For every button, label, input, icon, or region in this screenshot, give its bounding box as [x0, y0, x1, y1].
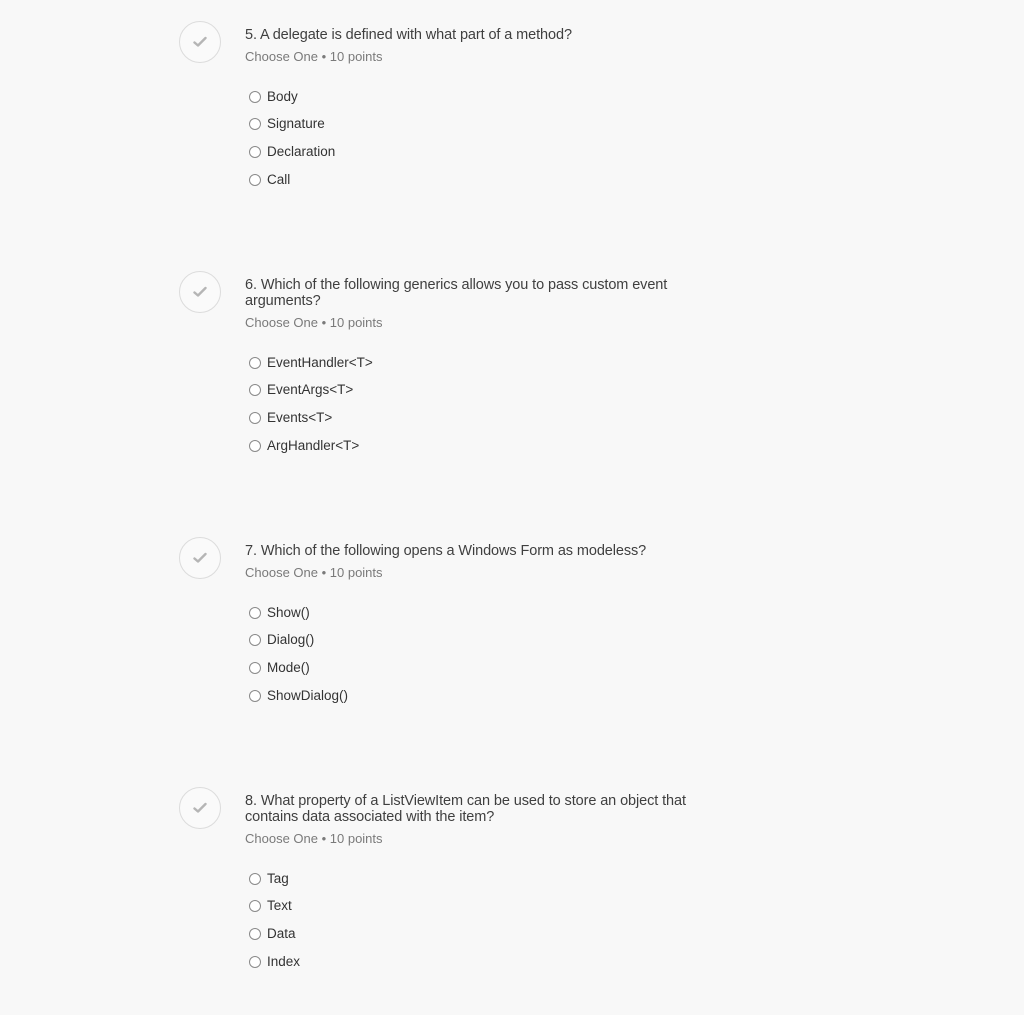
answer-option-label: Text: [267, 898, 292, 914]
radio-button[interactable]: [249, 118, 261, 130]
answer-option-label: Body: [267, 88, 298, 104]
answer-option-label: ArgHandler<T>: [267, 437, 360, 453]
answer-option-label: Declaration: [267, 143, 336, 159]
question-body: [245, 277, 735, 459]
check-icon: [193, 552, 207, 564]
answer-option[interactable]: [249, 83, 735, 111]
answer-option[interactable]: [249, 166, 735, 194]
answer-option[interactable]: [249, 865, 735, 893]
question-title: 5. A delegate is defined with what part of a method?: [245, 27, 572, 43]
answer-option-label: Tag: [267, 870, 289, 886]
answer-option[interactable]: [249, 138, 735, 166]
answer-option-label: Data: [267, 925, 296, 941]
answer-option-label: Index: [267, 953, 301, 969]
answer-option-label: Call: [267, 171, 291, 187]
answer-option[interactable]: [249, 599, 735, 627]
radio-button[interactable]: [249, 928, 261, 940]
radio-button[interactable]: [249, 91, 261, 103]
question-body: [245, 793, 735, 975]
answer-options: [249, 865, 735, 975]
answer-option-label: Signature: [267, 116, 325, 132]
answer-option-label: EventArgs<T>: [267, 382, 354, 398]
answer-option-label: Dialog(): [267, 632, 315, 648]
radio-button[interactable]: [249, 357, 261, 369]
question-meta: Choose One • 10 points: [245, 49, 383, 64]
radio-button[interactable]: [249, 873, 261, 885]
radio-button[interactable]: [249, 956, 261, 968]
question-title: 8. What property of a ListViewItem can be used to store an object that contains data associated with the item?: [245, 793, 686, 825]
question-meta: Choose One • 10 points: [245, 315, 383, 330]
radio-button[interactable]: [249, 900, 261, 912]
answer-options: [249, 349, 735, 459]
radio-button[interactable]: [249, 146, 261, 158]
answer-option[interactable]: [249, 948, 735, 976]
radio-button[interactable]: [249, 690, 261, 702]
check-icon: [193, 36, 207, 48]
answer-option[interactable]: [249, 377, 735, 405]
question-meta: Choose One • 10 points: [245, 565, 383, 580]
question-status-indicator: [179, 787, 221, 829]
radio-button[interactable]: [249, 174, 261, 186]
radio-button[interactable]: [249, 440, 261, 452]
answer-option[interactable]: [249, 682, 735, 710]
answer-options: [249, 599, 735, 709]
check-icon: [193, 286, 207, 298]
radio-button[interactable]: [249, 384, 261, 396]
radio-button[interactable]: [249, 412, 261, 424]
radio-button[interactable]: [249, 634, 261, 646]
question-body: [245, 543, 735, 709]
answer-option[interactable]: [249, 111, 735, 139]
question-body: [245, 27, 735, 193]
radio-button[interactable]: [249, 662, 261, 674]
answer-option[interactable]: [249, 349, 735, 377]
check-icon: [193, 802, 207, 814]
answer-option[interactable]: [249, 404, 735, 432]
answer-option[interactable]: [249, 920, 735, 948]
question-meta: Choose One • 10 points: [245, 831, 383, 846]
answer-option[interactable]: [249, 627, 735, 655]
answer-options: [249, 83, 735, 193]
answer-option[interactable]: [249, 893, 735, 921]
question-title: 7. Which of the following opens a Windows Form as modeless?: [245, 543, 647, 559]
radio-button[interactable]: [249, 607, 261, 619]
answer-option-label: Show(): [267, 604, 310, 620]
answer-option-label: EventHandler<T>: [267, 354, 373, 370]
question-title: 6. Which of the following generics allows you to pass custom event arguments?: [245, 277, 668, 309]
answer-option[interactable]: [249, 432, 735, 460]
answer-option[interactable]: [249, 654, 735, 682]
answer-option-label: Events<T>: [267, 409, 333, 425]
answer-option-label: Mode(): [267, 659, 310, 675]
answer-option-label: ShowDialog(): [267, 687, 349, 703]
question-status-indicator: [179, 537, 221, 579]
question-status-indicator: [179, 271, 221, 313]
question-status-indicator: [179, 21, 221, 63]
